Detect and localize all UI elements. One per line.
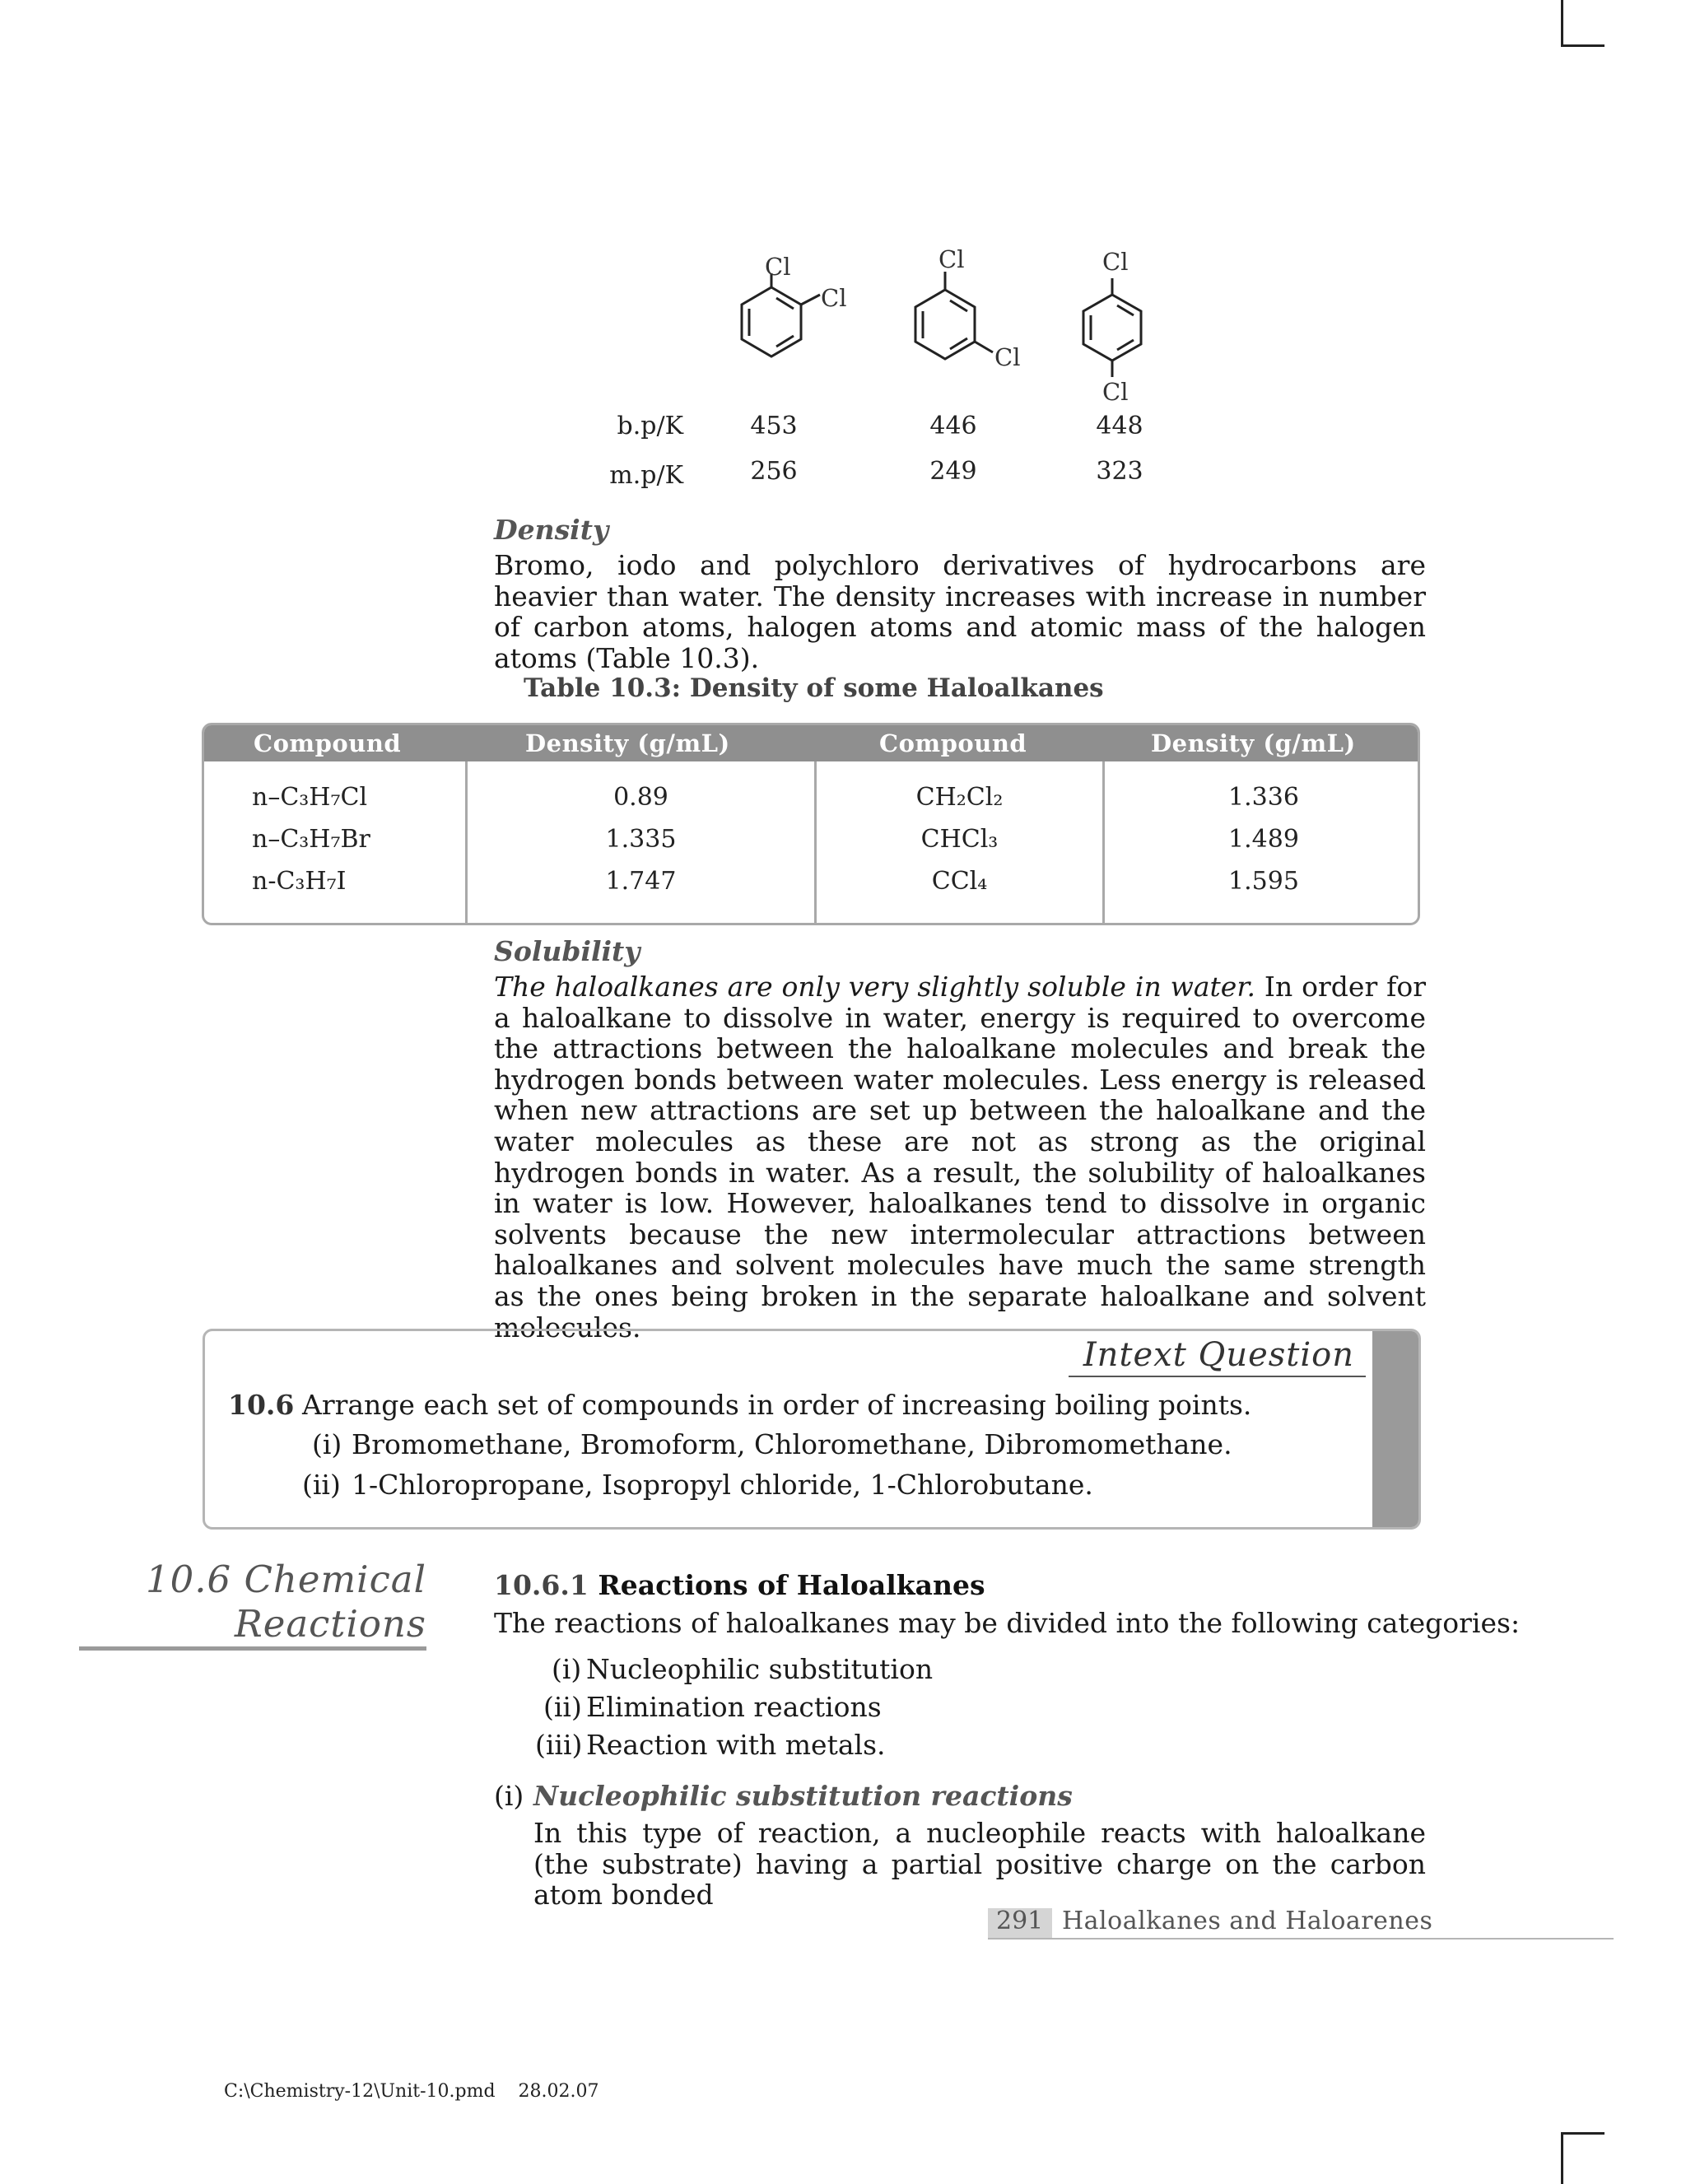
side-heading-line-1: 10.6 Chemical — [145, 1558, 426, 1601]
cell-density: 0.89 — [613, 783, 668, 812]
category-text: Elimination reactions — [586, 1691, 882, 1723]
solubility-paragraph — [494, 971, 1426, 1343]
ortho-dichlorobenzene-structure — [742, 273, 820, 356]
intext-side-bar — [1372, 1331, 1418, 1527]
question-part-text: Bromomethane, Bromoform, Chloromethane, Dibromomethane. — [352, 1428, 1232, 1460]
file-info: C:\Chemistry-12\Unit-10.pmd 28.02.07 — [224, 2081, 599, 2102]
bp-value-meta: 446 — [929, 412, 977, 440]
question-part-text: 1-Chloropropane, Isopropyl chloride, 1-Chlorobutane. — [352, 1469, 1093, 1501]
mp-value-meta: 249 — [929, 457, 977, 486]
section-side-heading — [79, 1558, 426, 1646]
header-density-2: Density (g/mL) — [1151, 729, 1356, 757]
solubility-body: In order for a haloalkane to dissolve in water, energy is required to overcome the attractions between the haloalkane molecules and break the hydrogen bonds between water molecules. Less energy is released when new attractions are set up between the haloalkane and the water molecules as these are not as strong as the original hydrogen bonds in water. As a result, the solubility of haloalkanes in water is low. However, haloalkanes tend to dissolve in organic solvents because the new intermolecular attractions between haloalkanes and solvent molecules have much the same strength as the ones being broken in the separate haloalkane and solvent molecules. — [494, 971, 1427, 1343]
intext-question-box — [203, 1329, 1421, 1530]
category-label: (iii) — [535, 1729, 583, 1761]
crop-mark-bottom-right — [1561, 2132, 1604, 2184]
cell-compound: n–C₃H₇Br — [252, 825, 370, 854]
density-paragraph: Bromo, iodo and polychloro derivatives of hydrocarbons are heavier than water. The density increases with increase in number of carbon atoms, halogen atoms and atomic mass of the halogen atoms (Table 10.3). — [494, 549, 1426, 674]
ortho-cl-label-2: Cl — [821, 284, 847, 312]
page-number: 291 — [996, 1907, 1044, 1935]
cell-compound: CCl₄ — [931, 867, 988, 896]
subsection-heading — [494, 1569, 985, 1601]
cell-compound: n–C₃H₇Cl — [252, 783, 368, 812]
cell-compound: CHCl₃ — [920, 825, 999, 854]
meta-cl-label-1: Cl — [938, 245, 965, 273]
cell-density: 1.489 — [1228, 825, 1299, 854]
bp-value-ortho: 453 — [750, 412, 798, 440]
category-label: (ii) — [543, 1691, 582, 1723]
cell-density: 1.336 — [1228, 783, 1299, 812]
density-heading: Density — [494, 514, 609, 546]
nucleophilic-label: (i) — [494, 1780, 524, 1812]
ortho-cl-label-1: Cl — [765, 253, 791, 281]
bp-value-para: 448 — [1096, 412, 1143, 440]
dichlorobenzene-structures — [0, 0, 1686, 428]
mp-label: m.p/K — [609, 461, 683, 490]
side-heading-rule — [79, 1646, 426, 1651]
subsection-title: Reactions of Haloalkanes — [598, 1569, 985, 1601]
cell-compound: CH₂Cl₂ — [915, 783, 1004, 812]
meta-dichlorobenzene-structure — [915, 272, 993, 359]
header-density-1: Density (g/mL) — [525, 729, 730, 757]
bp-label: b.p/K — [617, 412, 683, 440]
cell-density: 1.595 — [1228, 867, 1299, 896]
cell-density: 1.335 — [605, 825, 677, 854]
solubility-heading: Solubility — [494, 935, 640, 967]
subsection-number: 10.6.1 — [494, 1569, 589, 1601]
header-compound-1: Compound — [254, 729, 402, 757]
intext-title: Intext Question — [1069, 1336, 1366, 1377]
question-part-label: (ii) — [302, 1469, 341, 1501]
mp-value-para: 323 — [1096, 457, 1143, 486]
question-text: Arrange each set of compounds in order of increasing boiling points. — [302, 1389, 1252, 1421]
reactions-intro: The reactions of haloalkanes may be divided into the following categories: — [494, 1607, 1521, 1639]
question-part-label: (i) — [312, 1428, 342, 1460]
para-cl-label-2: Cl — [1102, 378, 1129, 406]
header-compound-2: Compound — [879, 729, 1027, 757]
question-number: 10.6 — [228, 1389, 295, 1421]
table-caption: Table 10.3: Density of some Haloalkanes — [524, 673, 1104, 703]
running-title: Haloalkanes and Haloarenes — [1062, 1907, 1433, 1935]
category-text: Reaction with metals. — [586, 1729, 886, 1761]
para-dichlorobenzene-structure — [1083, 278, 1141, 377]
category-text: Nucleophilic substitution — [586, 1653, 934, 1685]
nucleophilic-heading: Nucleophilic substitution reactions — [533, 1780, 1073, 1812]
solubility-lead-italic: The haloalkanes are only very slightly soluble in water. — [494, 971, 1255, 1003]
cell-density: 1.747 — [605, 867, 677, 896]
category-label: (i) — [552, 1653, 582, 1685]
side-heading-line-2: Reactions — [234, 1602, 426, 1646]
mp-value-ortho: 256 — [750, 457, 798, 486]
density-table — [202, 723, 1420, 925]
nucleophilic-paragraph: In this type of reaction, a nucleophile reacts with haloalkane (the substrate) having a partial positive charge on the carbon atom bonded — [533, 1817, 1426, 1912]
cell-compound: n-C₃H₇I — [252, 867, 347, 896]
footer-rule — [988, 1938, 1614, 1940]
para-cl-label-1: Cl — [1102, 248, 1129, 276]
meta-cl-label-2: Cl — [994, 343, 1021, 371]
